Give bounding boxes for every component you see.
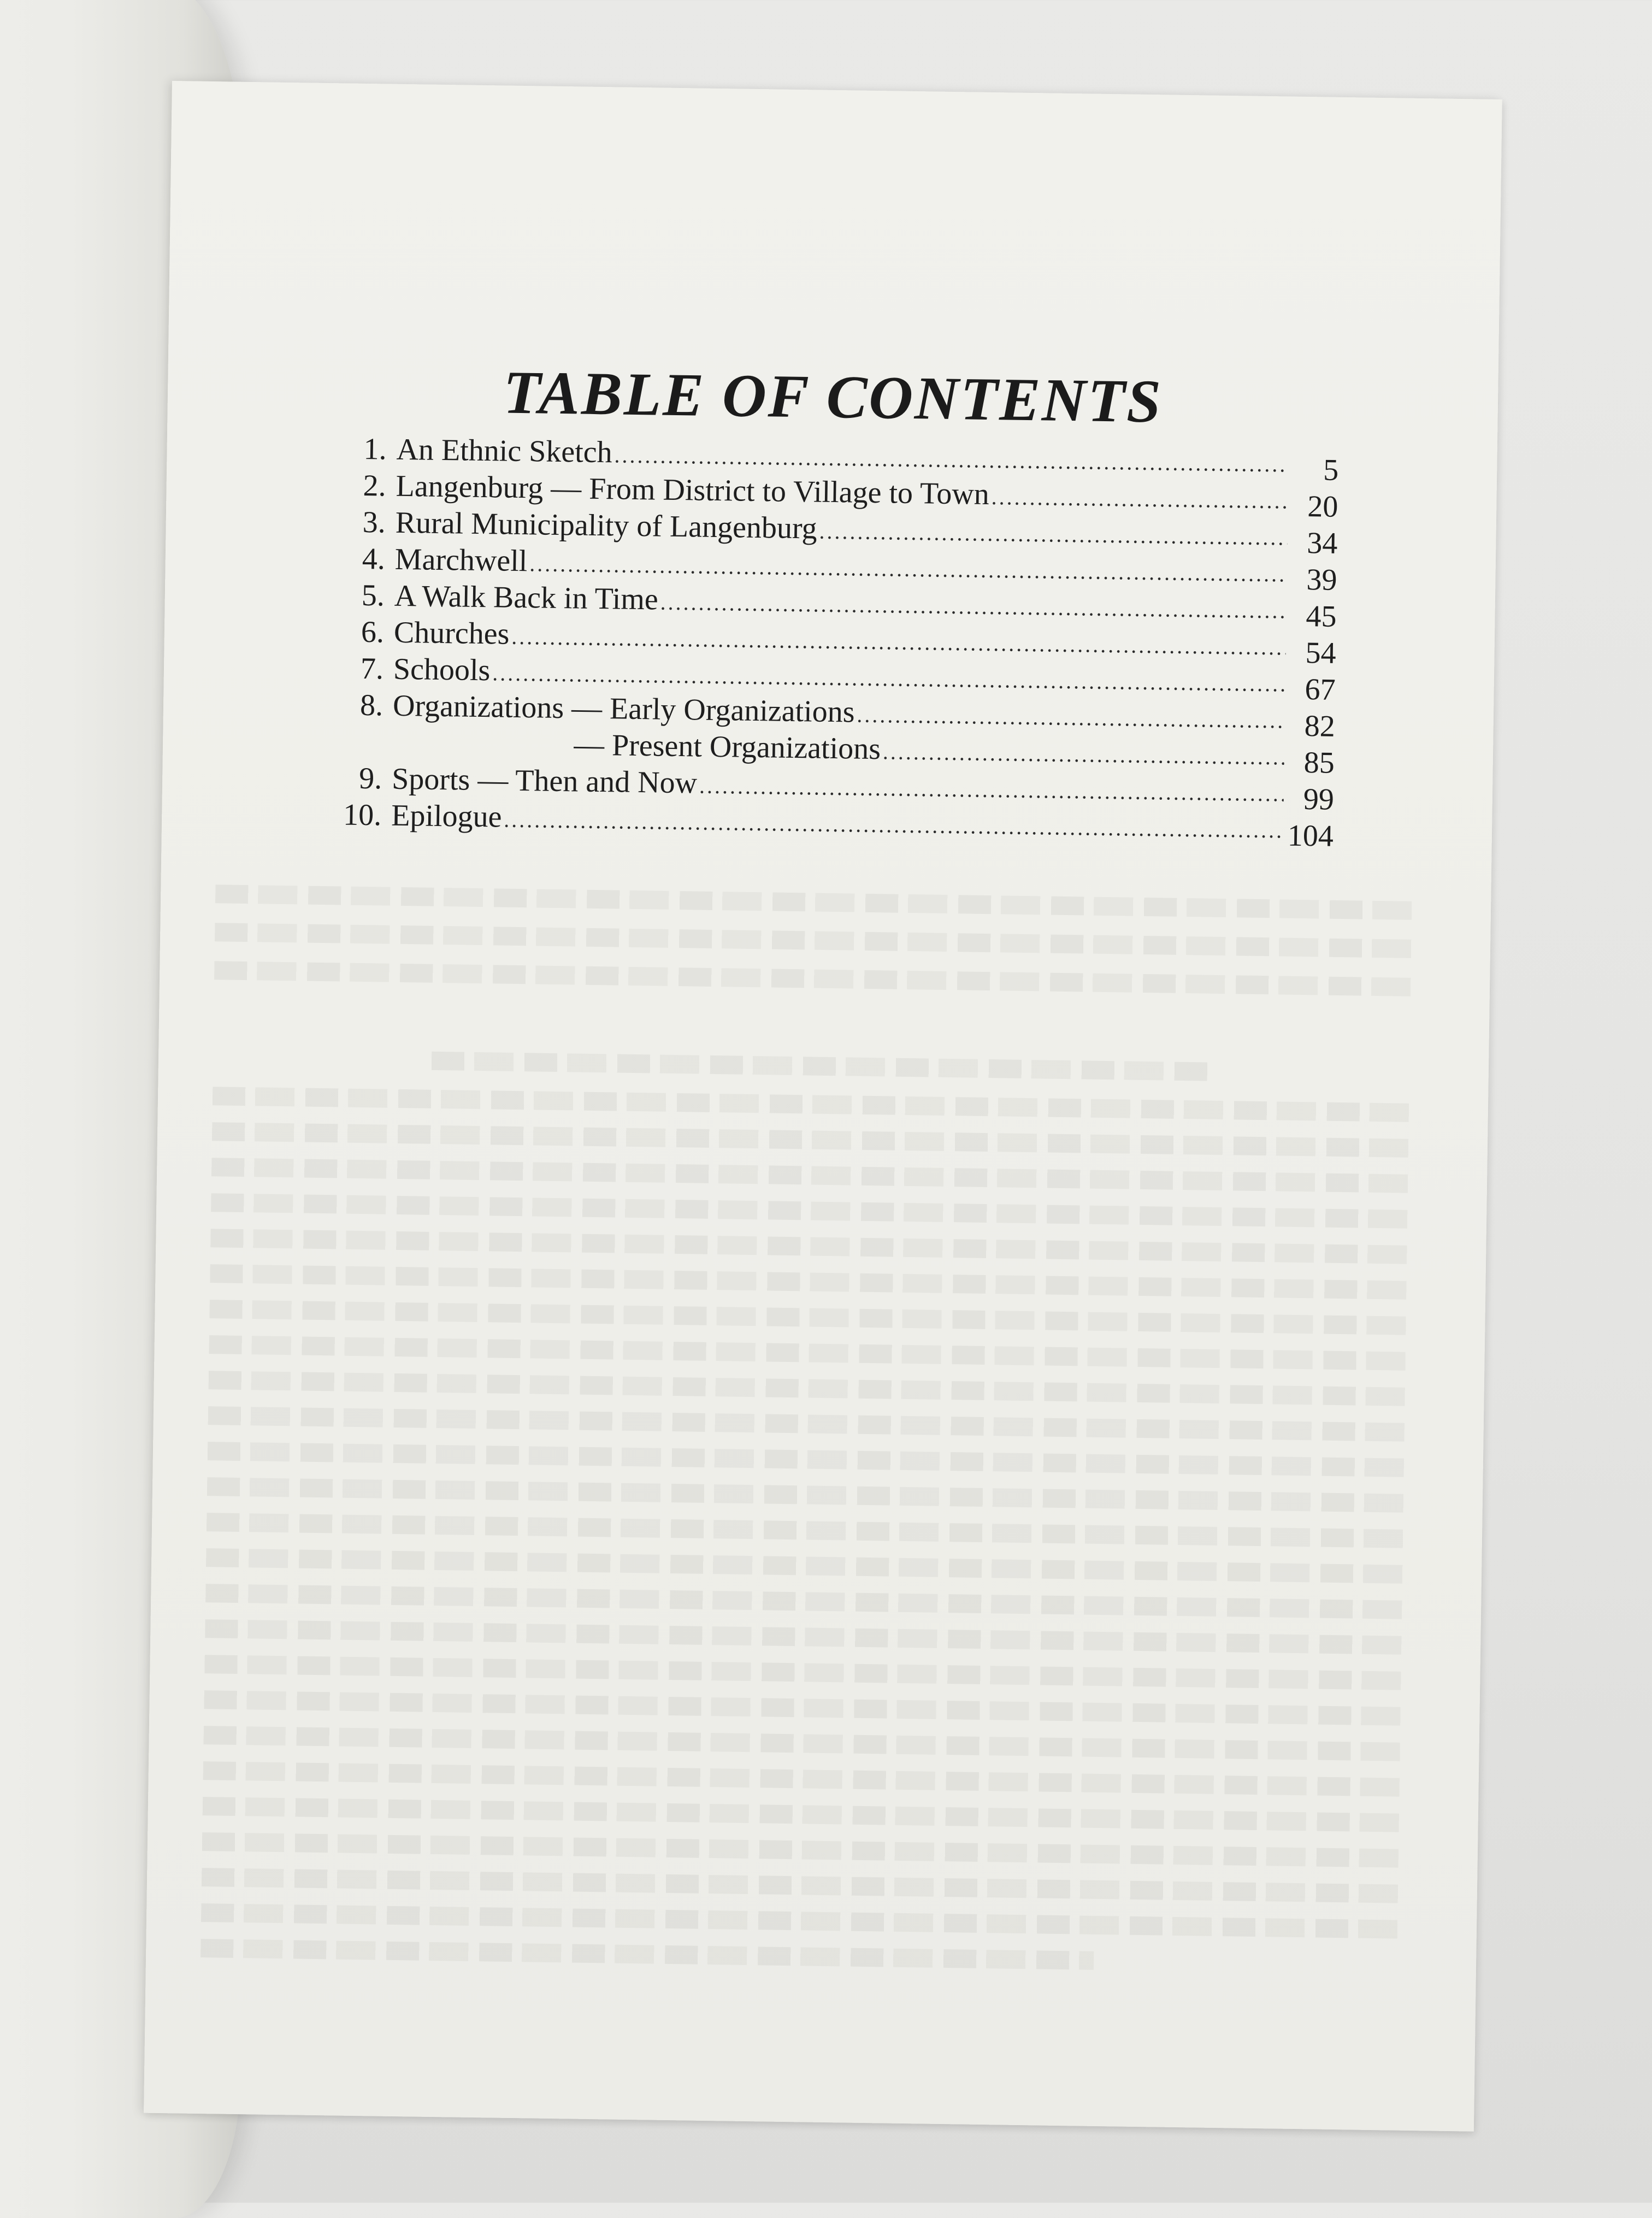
ghost-line <box>211 1193 1410 1229</box>
toc-entry-title: Marchwell <box>394 542 528 579</box>
toc-entry-page: 54 <box>1305 636 1337 670</box>
bleed-through-text <box>172 81 1502 99</box>
ghost-line <box>209 1371 1408 1406</box>
table-of-contents <box>343 431 1339 853</box>
ghost-line <box>205 1619 1404 1655</box>
toc-entry-title: An Ethnic Sketch <box>396 432 613 470</box>
page-title: TABLE OF CONTENTS <box>503 358 1163 436</box>
toc-entry-page: 82 <box>1304 709 1336 744</box>
toc-entry-title: Schools <box>393 652 491 688</box>
ghost-line <box>432 1052 1216 1081</box>
toc-entry-page: 104 <box>1287 818 1334 853</box>
toc-entry-number: 3. <box>362 505 386 540</box>
toc-entry-page: 85 <box>1303 746 1335 780</box>
ghost-line <box>215 923 1414 958</box>
ghost-line <box>212 1122 1411 1158</box>
toc-entry-title: Epilogue <box>391 798 502 834</box>
ghost-line <box>205 1584 1405 1619</box>
toc-entry-number: 6. <box>361 615 385 650</box>
ghost-line <box>208 1442 1407 1477</box>
toc-entry-title: Sports — Then and Now <box>391 762 698 800</box>
toc-entry-title: A Walk Back in Time <box>394 579 659 617</box>
ghost-line <box>214 961 1413 996</box>
toc-entry-number: 1. <box>363 432 387 467</box>
ghost-line <box>210 1264 1409 1300</box>
toc-entry-title: — Present Organizations <box>573 728 881 766</box>
ghost-line <box>206 1548 1405 1584</box>
book-page <box>144 81 1502 2132</box>
toc-entry-page: 5 <box>1323 453 1339 487</box>
toc-entry-page: 20 <box>1307 489 1338 524</box>
ghost-line <box>210 1229 1409 1264</box>
ghost-line <box>202 1868 1401 1903</box>
ghost-line <box>213 1087 1412 1122</box>
toc-entry-page: 34 <box>1306 526 1338 561</box>
toc-entry-page: 45 <box>1306 599 1337 634</box>
ghost-line <box>209 1300 1408 1335</box>
ghost-line <box>208 1406 1407 1442</box>
toc-entry-page: 39 <box>1306 563 1337 597</box>
ghost-line <box>215 884 1414 920</box>
toc-entry-number: 2. <box>363 468 387 503</box>
ghost-line <box>200 1939 1094 1970</box>
toc-entry-number: 4. <box>362 541 386 576</box>
ghost-line <box>202 1832 1401 1868</box>
toc-entry-title: Organizations — Early Organizations <box>392 688 855 729</box>
ghost-line <box>201 1903 1400 1939</box>
ghost-line <box>209 1335 1408 1371</box>
toc-entry-title: Rural Municipality of Langenburg <box>395 505 818 546</box>
toc-entry-number: 8. <box>359 688 384 723</box>
dot-leader <box>504 801 1284 849</box>
ghost-line <box>211 1158 1411 1193</box>
toc-entry-number: 10. <box>343 798 382 833</box>
toc-entry-page: 67 <box>1305 673 1336 707</box>
ghost-line <box>204 1655 1403 1690</box>
toc-entry-number: 9. <box>358 761 382 796</box>
ghost-line <box>203 1797 1402 1832</box>
toc-entry-number: 7. <box>360 651 384 686</box>
toc-entry-page: 99 <box>1303 782 1335 817</box>
toc-entry-title: Langenburg — From District to Village to Town <box>396 469 990 511</box>
ghost-line <box>207 1477 1406 1513</box>
toc-entry-number: 5. <box>361 578 385 613</box>
toc-entry-title: Churches <box>393 615 510 651</box>
ghost-line <box>206 1513 1406 1548</box>
ghost-line <box>203 1726 1402 1761</box>
ghost-line <box>203 1761 1402 1797</box>
ghost-line <box>204 1690 1403 1726</box>
